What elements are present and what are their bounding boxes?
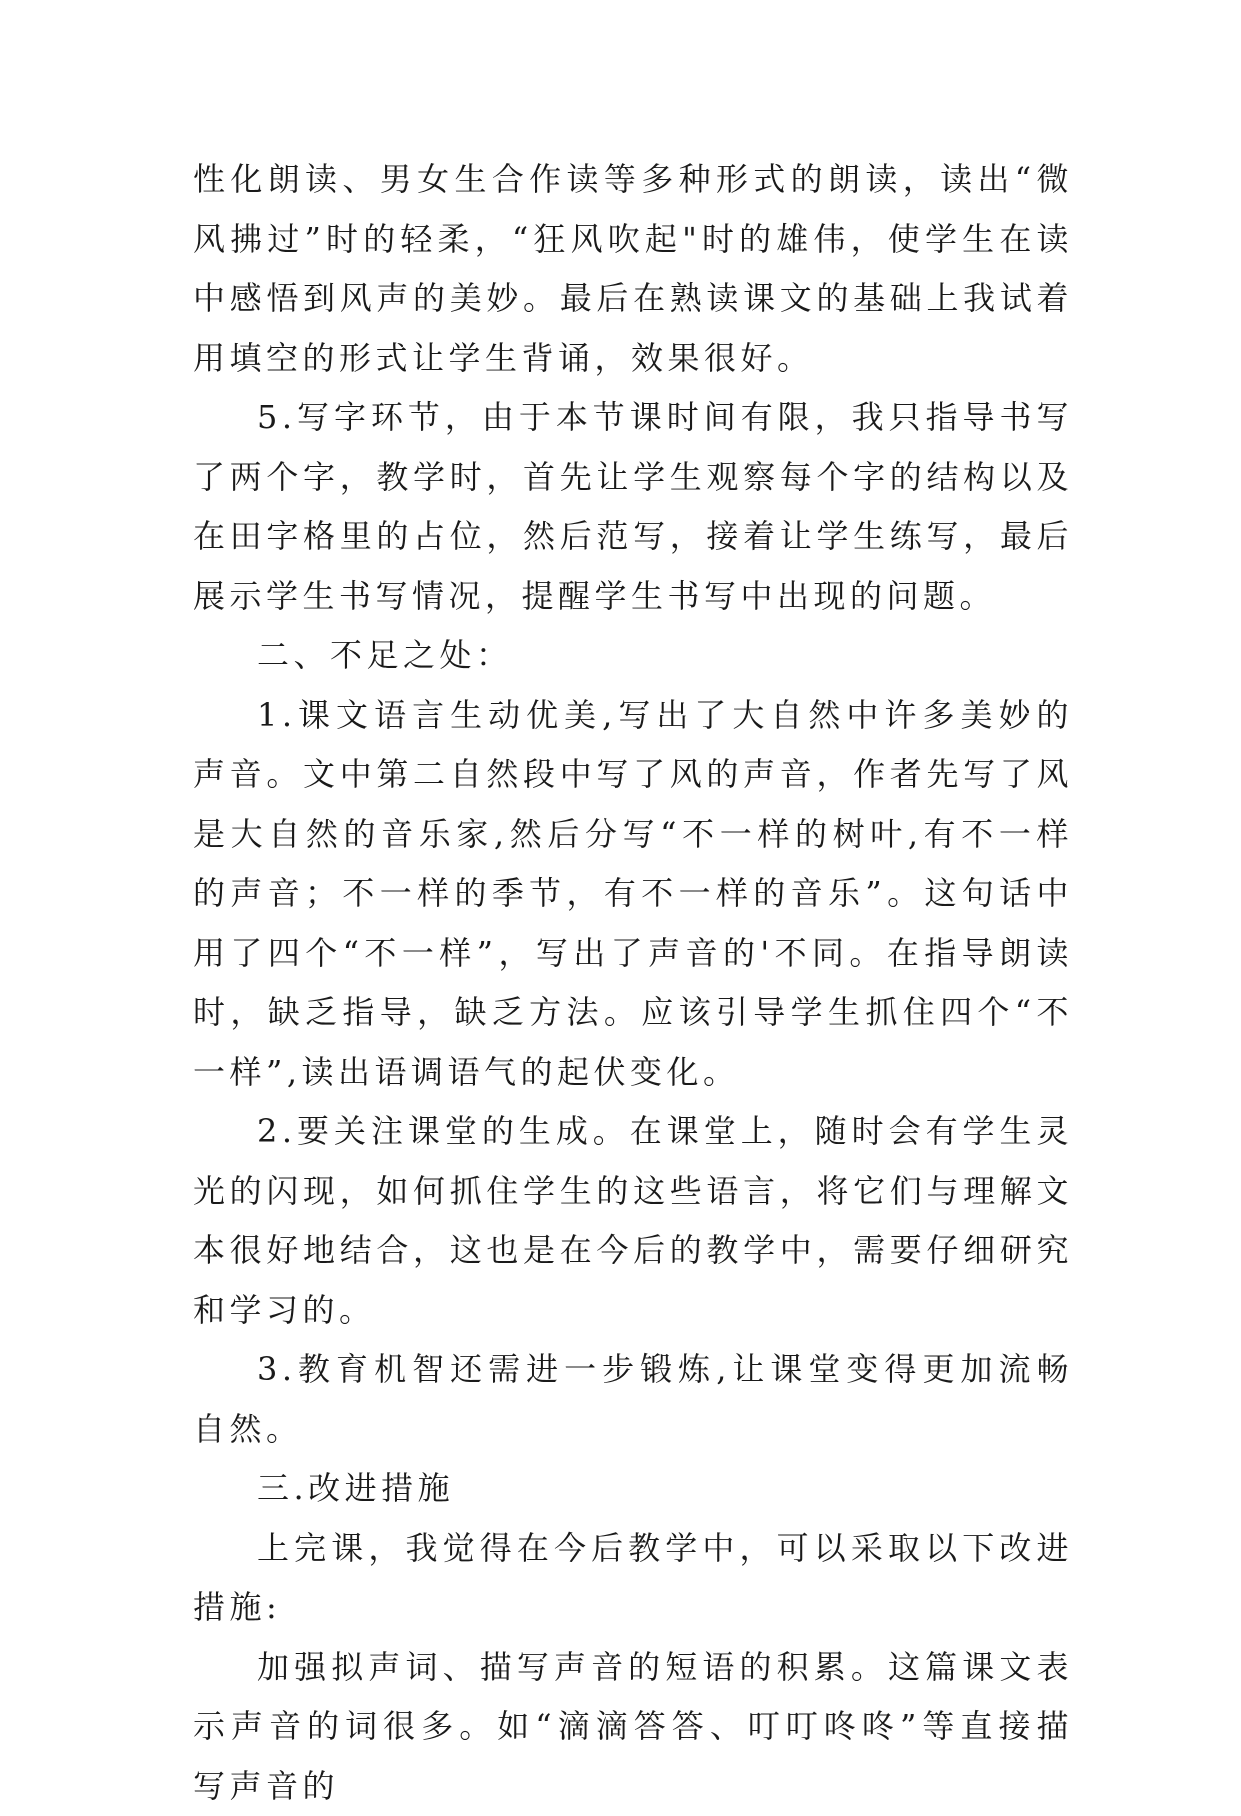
- paragraph: 性化朗读、男女生合作读等多种形式的朗读，读出“微风拂过”时的轻柔，“狂风吹起"时的雄伟，使学生在读中感悟到风声的美妙。最后在熟读课文的基础上我试着用填空的形式让学生背诵，效果很好。: [193, 150, 1073, 388]
- paragraph: 5.写字环节，由于本节课时间有限，我只指导书写了两个字，教学时，首先让学生观察每个字的结构以及在田字格里的占位，然后范写，接着让学生练写，最后展示学生书写情况，提醒学生书写中出现的问题。: [193, 388, 1073, 626]
- section-heading: 二、不足之处：: [193, 626, 1073, 686]
- document-body: [193, 150, 1073, 1816]
- paragraph: 加强拟声词、描写声音的短语的积累。这篇课文表示声音的词很多。如“滴滴答答、叮叮咚咚”等直接描写声音的: [193, 1638, 1073, 1816]
- paragraph: 3.教育机智还需进一步锻炼,让课堂变得更加流畅自然。: [193, 1340, 1073, 1459]
- paragraph: 上完课，我觉得在今后教学中，可以采取以下改进措施:: [193, 1519, 1073, 1638]
- section-heading: 三.改进措施: [193, 1459, 1073, 1519]
- paragraph: 1.课文语言生动优美,写出了大自然中许多美妙的声音。文中第二自然段中写了风的声音，作者先写了风是大自然的音乐家,然后分写“不一样的树叶,有不一样的声音；不一样的季节，有不一样的音乐”。这句话中用了四个“不一样”，写出了声音的'不同。在指导朗读时，缺乏指导，缺乏方法。应该引导学生抓住四个“不一样”,读出语调语气的起伏变化。: [193, 686, 1073, 1103]
- paragraph: 2.要关注课堂的生成。在课堂上，随时会有学生灵光的闪现，如何抓住学生的这些语言，将它们与理解文本很好地结合，这也是在今后的教学中，需要仔细研究和学习的。: [193, 1102, 1073, 1340]
